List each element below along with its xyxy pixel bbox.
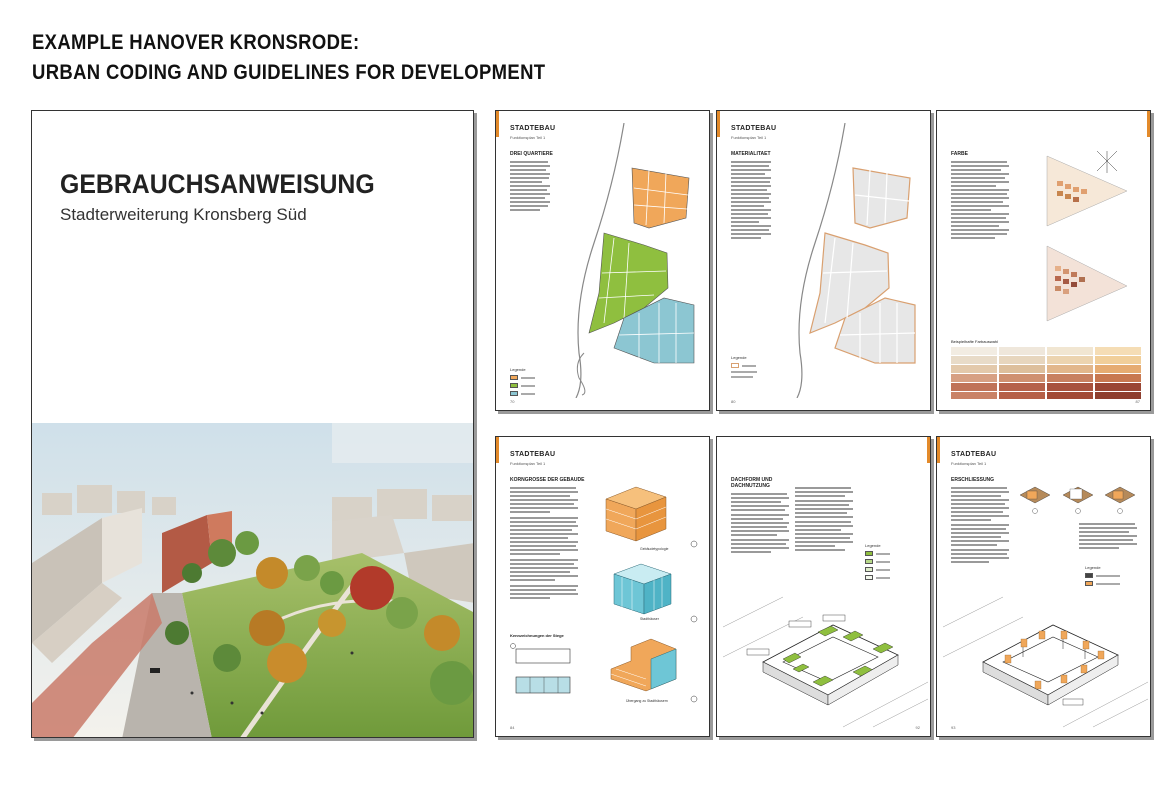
cover-subtitle: Stadterweiterung Kronsberg Süd bbox=[60, 205, 307, 224]
legend bbox=[510, 367, 535, 396]
page-heading: STADTEBAU bbox=[951, 451, 997, 458]
legend bbox=[865, 543, 890, 580]
legend-title: Legende bbox=[510, 367, 526, 372]
text-column-2 bbox=[1079, 523, 1137, 551]
section-title: DREI QUARTIERE bbox=[510, 151, 553, 157]
page-heading: STADTEBAU bbox=[510, 125, 556, 132]
color-triangle-diagrams bbox=[1037, 151, 1142, 336]
page-heading: STADTEBAU bbox=[731, 125, 777, 132]
page-number: 87 bbox=[1135, 399, 1140, 404]
page-heading: STADTEBAU bbox=[510, 451, 556, 458]
page-dachform bbox=[716, 436, 931, 737]
header-title-line-2: URBAN CODING AND GUIDELINES FOR DEVELOPMENT bbox=[32, 61, 546, 84]
legend bbox=[731, 355, 757, 378]
page-korngroesse bbox=[495, 436, 710, 737]
text-column bbox=[951, 487, 1009, 565]
color-palette-table bbox=[951, 347, 1141, 399]
page-number: 93 bbox=[951, 725, 956, 730]
legend bbox=[1085, 565, 1120, 586]
orange-tab bbox=[496, 437, 499, 463]
orange-tab bbox=[927, 437, 930, 463]
access-isometric-plan bbox=[943, 587, 1148, 732]
section-title: DACHFORM UND DACHNUTZUNG bbox=[731, 477, 773, 489]
header-title-line-1: EXAMPLE HANOVER KRONSRODE: bbox=[32, 31, 360, 54]
section-title: ERSCHLIESSUNG bbox=[951, 477, 995, 483]
legend-title: Legende bbox=[865, 543, 881, 548]
legend-title: Legende bbox=[731, 355, 747, 360]
caption-stadthaeuser: Stadthäuser bbox=[640, 617, 659, 621]
page-subheading: Funktionsplan Teil 1 bbox=[731, 135, 767, 140]
building-typology-diagrams bbox=[596, 479, 706, 724]
section-title: KORNGROSSE DER GEBAUDE bbox=[510, 477, 585, 483]
cover-page bbox=[31, 110, 474, 738]
text-column bbox=[510, 161, 550, 213]
page-subheading: Funktionsplan Teil 1 bbox=[510, 135, 546, 140]
entrance-type-diagrams bbox=[1015, 477, 1145, 517]
cover-rendering-image bbox=[32, 423, 474, 738]
roof-use-isometric-plan bbox=[723, 587, 928, 732]
district-plan-map bbox=[554, 123, 704, 398]
facade-diagram bbox=[510, 643, 578, 705]
page-number: 80 bbox=[731, 399, 736, 404]
page-farbe bbox=[936, 110, 1151, 411]
page-materialitaet bbox=[716, 110, 931, 411]
page-subheading: Funktionsplan Teil 1 bbox=[951, 461, 987, 466]
page-drei-quartiere bbox=[495, 110, 710, 411]
text-column bbox=[731, 161, 771, 241]
legend-title: Legende bbox=[1085, 565, 1101, 570]
caption-uebergang: Übergang zu Stadthäusern bbox=[626, 699, 668, 703]
page-number: 70 bbox=[510, 399, 515, 404]
subsection-title: Kennzeichnungen der Stege bbox=[510, 633, 564, 638]
orange-tab bbox=[1147, 111, 1150, 137]
page-erschliessung bbox=[936, 436, 1151, 737]
text-column bbox=[510, 487, 578, 601]
page-number: 84 bbox=[510, 725, 515, 730]
text-column bbox=[951, 161, 1009, 241]
orange-tab bbox=[937, 437, 940, 463]
materiality-plan-map bbox=[775, 123, 925, 398]
text-column-1 bbox=[731, 493, 789, 555]
palette-caption: Beispielhafte Farbauswahl bbox=[951, 339, 998, 344]
page-subheading: Funktionsplan Teil 1 bbox=[510, 461, 546, 466]
section-title: FARBE bbox=[951, 151, 968, 157]
page-number: 92 bbox=[915, 725, 920, 730]
header bbox=[32, 28, 615, 88]
text-column-2 bbox=[795, 487, 853, 553]
orange-tab bbox=[717, 111, 720, 137]
section-title: MATERIALITAET bbox=[731, 151, 771, 157]
orange-tab bbox=[496, 111, 499, 137]
cover-title: GEBRAUCHSANWEISUNG bbox=[60, 169, 375, 199]
caption-gebaeudetypologie: Gebäudetypologie bbox=[640, 547, 669, 551]
